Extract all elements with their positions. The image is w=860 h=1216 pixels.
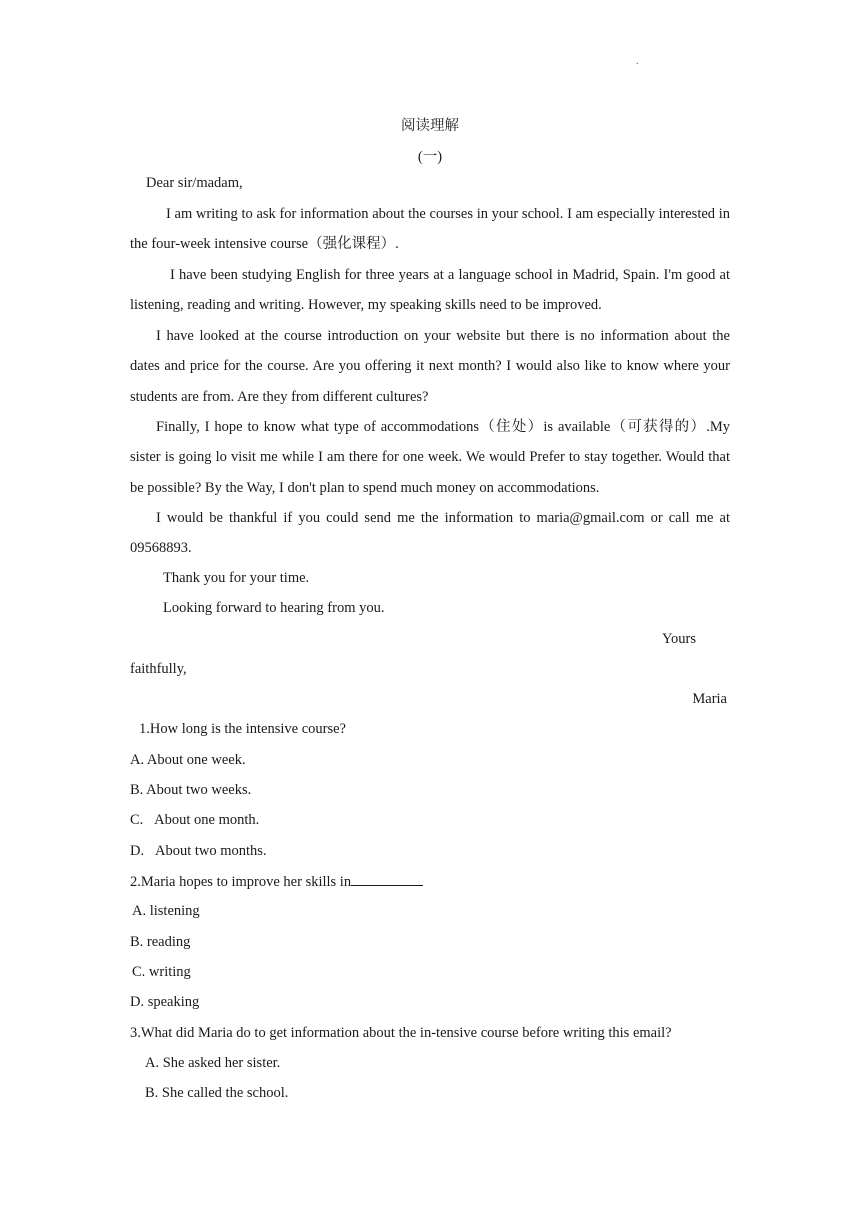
letter-paragraph-4: Finally, I hope to know what type of accommodations（住处）is available（可获得的）.My sister is going lo visit me while I am there for one week. We would Prefer to stay together. Would that be possible? By the Way, I don't plan to spend much money on accommodations. bbox=[130, 419, 730, 496]
letter-greeting: Dear sir/madam, bbox=[146, 175, 243, 191]
question-2-option-b: B. reading bbox=[130, 934, 191, 950]
question-1-stem: 1.How long is the intensive course? bbox=[139, 721, 346, 737]
letter-paragraph-5: I would be thankful if you could send me the information to maria@gmail.com or call me at 09568893. bbox=[130, 510, 730, 557]
question-3-option-a: A. She asked her sister. bbox=[145, 1055, 281, 1071]
question-2-option-c: C. writing bbox=[132, 964, 191, 980]
question-1-option-c: C. About one month. bbox=[130, 812, 260, 828]
letter-paragraph-2: I have been studying English for three years at a language school in Madrid, Spain. I'm good at listening, reading and writing. However, my speaking skills need to be improved. bbox=[130, 267, 730, 314]
header-mark: . bbox=[636, 56, 639, 67]
letter-paragraph-1: I am writing to ask for information about the courses in your school. I am especially interested in the four-week intensive course（强化课程）. bbox=[130, 206, 730, 253]
letter-signature: Maria bbox=[692, 691, 727, 707]
question-3-stem: 3.What did Maria do to get information about the in-tensive course before writing this email? bbox=[130, 1025, 672, 1041]
question-1-option-b: B. About two weeks. bbox=[130, 782, 252, 798]
section-number: (一) bbox=[417, 149, 443, 165]
question-3-option-b: B. She called the school. bbox=[145, 1085, 289, 1101]
question-1-option-d: D. About two months. bbox=[130, 843, 267, 859]
letter-sign-off-faithfully: faithfully, bbox=[130, 661, 187, 677]
question-1-option-a: A. About one week. bbox=[130, 752, 246, 768]
question-2-stem: 2.Maria hopes to improve her skills in bbox=[130, 874, 352, 890]
question-2 bbox=[130, 873, 423, 891]
letter-thanks: Thank you for your time. bbox=[163, 570, 310, 586]
page-title: 阅读理解 bbox=[401, 118, 459, 134]
question-2-option-a: A. listening bbox=[132, 903, 200, 919]
question-2-option-d: D. speaking bbox=[130, 994, 200, 1010]
letter-closing-line: Looking forward to hearing from you. bbox=[163, 600, 385, 616]
letter-sign-off-yours: Yours bbox=[662, 631, 696, 647]
letter-paragraph-3: I have looked at the course introduction on your website but there is no information about the dates and price for the course. Are you offering it next month? I would also like to know where your students are from. Are they from different cultures? bbox=[130, 328, 730, 405]
answer-blank bbox=[351, 873, 423, 886]
